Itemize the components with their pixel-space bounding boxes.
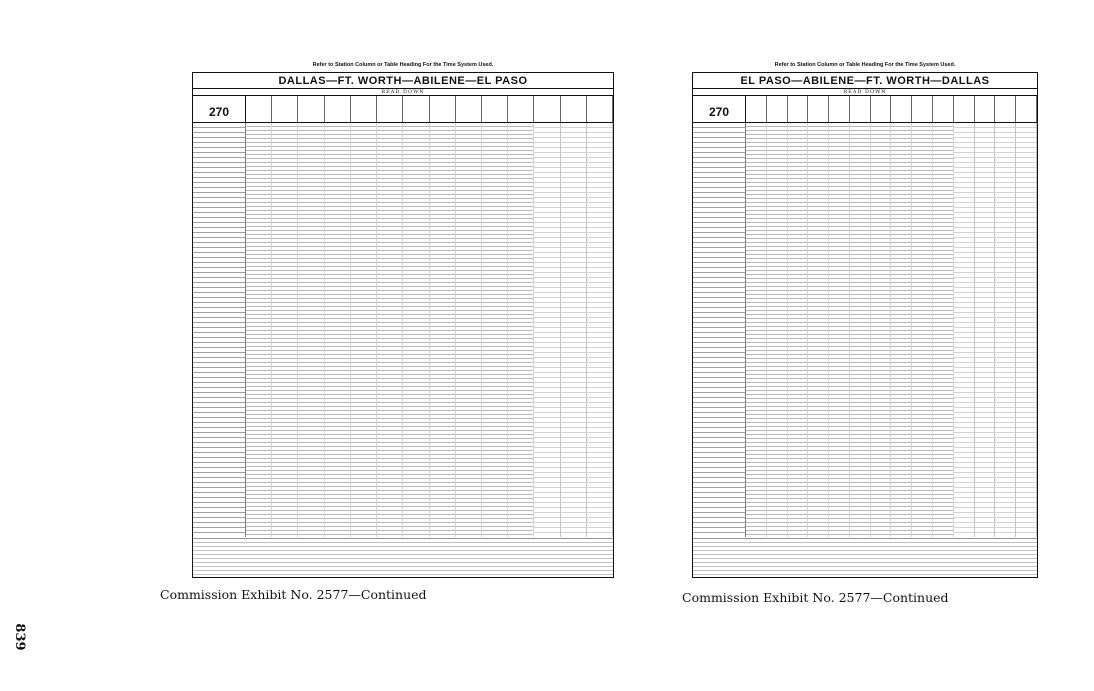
left-column-headers: [246, 96, 613, 122]
right-column-headers: [746, 96, 1037, 122]
left-time-columns: [246, 123, 613, 537]
right-table-number: 270: [709, 105, 730, 119]
left-exhibit-caption: Commission Exhibit No. 2577—Continued: [160, 587, 427, 602]
right-table-header: [693, 95, 1037, 123]
right-timetable-sheet: [692, 72, 1038, 578]
left-table-header: [193, 95, 613, 123]
right-timetable-title: EL PASO—ABILENE—FT. WORTH—DALLAS: [693, 73, 1037, 89]
page-number: 839: [12, 623, 27, 651]
left-table-number-cell: [193, 96, 246, 122]
left-footnotes: [193, 538, 613, 577]
left-timetable-panel: [192, 62, 614, 578]
right-schedule-grid: [693, 123, 1037, 537]
left-schedule-grid: [193, 123, 613, 537]
left-read-down-label: READ DOWN: [381, 89, 425, 95]
right-read-down-label: READ DOWN: [843, 89, 887, 95]
left-timetable-sheet: [192, 72, 614, 578]
left-timetable-title: DALLAS—FT. WORTH—ABILENE—EL PASO: [193, 73, 613, 89]
left-station-column: [193, 123, 246, 537]
right-header-note: Refer to Station Column or Table Heading For the Time System Used.: [774, 62, 956, 68]
right-footnotes: [693, 538, 1037, 577]
right-station-column: [693, 123, 746, 537]
left-header-note: Refer to Station Column or Table Heading For the Time System Used.: [312, 62, 494, 68]
right-exhibit-caption: Commission Exhibit No. 2577—Continued: [682, 590, 949, 605]
right-time-columns: [746, 123, 1037, 537]
left-table-number: 270: [209, 105, 230, 119]
right-timetable-panel: [692, 62, 1038, 578]
right-table-number-cell: [693, 96, 746, 122]
